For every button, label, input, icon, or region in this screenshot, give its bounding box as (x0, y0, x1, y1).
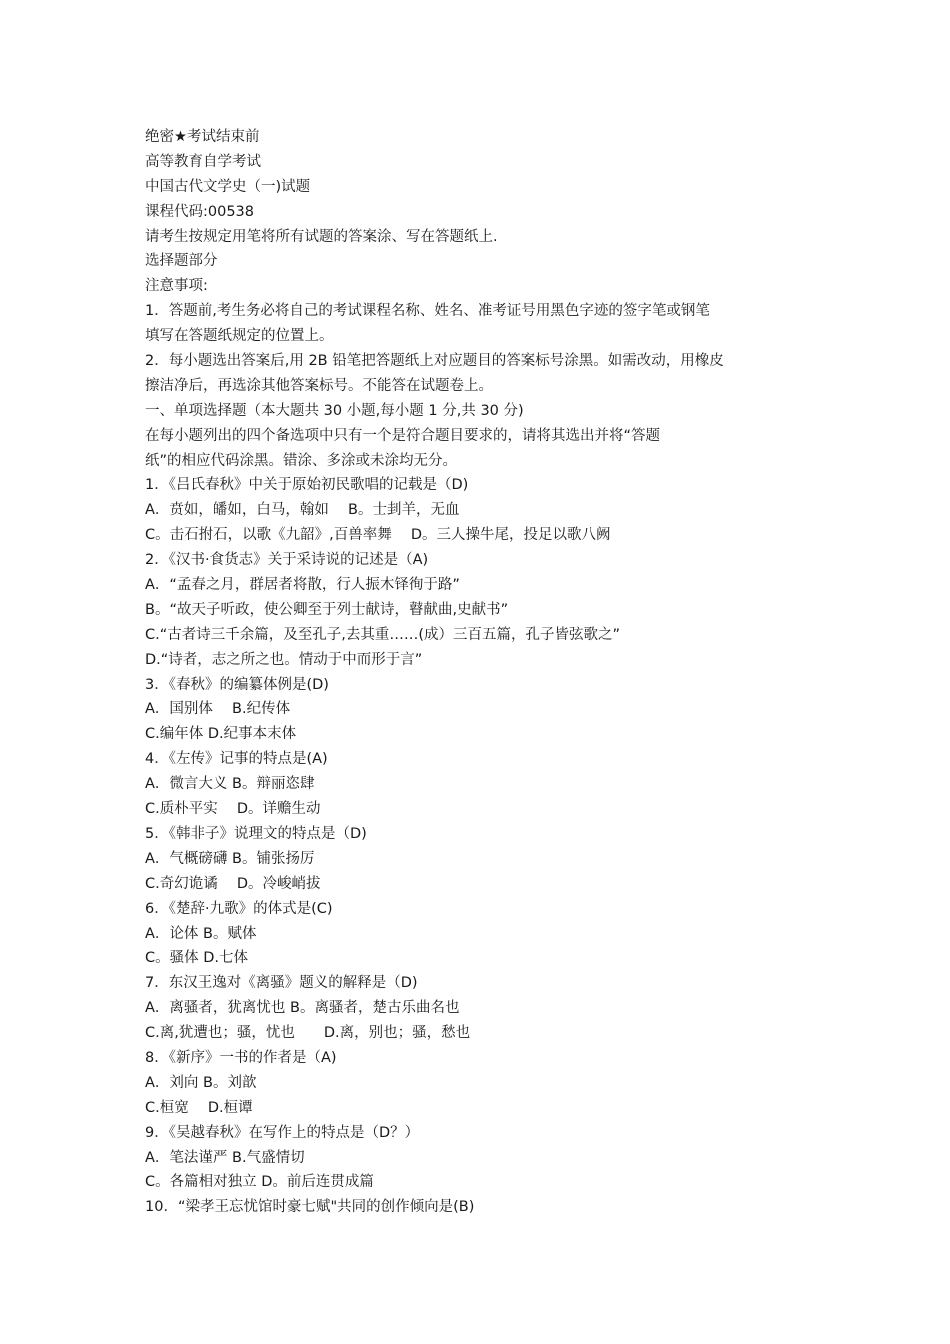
question-1-options-ab: A．贲如，皤如，白马，翰如 B。士刲羊，无血 (145, 502, 460, 519)
note-1-line-1: 1．答题前,考生务必将自己的考试课程名称、姓名、准考证号用黑色字迹的签字笔或钢笔 (145, 303, 710, 320)
secret-mark: 绝密★考试结束前 (145, 129, 260, 145)
section-heading: 选择题部分 (145, 253, 218, 270)
question-10: 10．“梁孝王忘忧馆时豪七赋"共同的创作倾向是(B) (145, 1199, 475, 1216)
question-9-options-ab: A．笔法谨严 B.气盛情切 (145, 1149, 305, 1166)
question-1-options-cd: C。击石拊石，以歌《九韶》,百兽率舞 D。三人操牛尾，投足以歌八阙 (145, 527, 611, 544)
question-3: 3．《春秋》的编纂体例是(D) (145, 676, 329, 693)
question-8: 8．《新序》一书的作者是（A) (145, 1049, 337, 1066)
question-9: 9．《吴越春秋》在写作上的特点是（D？） (145, 1124, 420, 1141)
part-one-heading: 一、单项选择题（本大题共 30 小题,每小题 1 分,共 30 分) (145, 402, 524, 419)
question-5: 5．《韩非子》说理文的特点是（D) (145, 825, 367, 842)
question-5-options-ab: A．气概磅礴 B。铺张扬厉 (145, 850, 315, 867)
question-7: 7．东汉王逸对《离骚》题义的解释是（D) (145, 975, 418, 992)
exam-title: 中国古代文学史（一)试题 (145, 178, 311, 195)
question-9-options-cd: C。各篇相对独立 D。前后连贯成篇 (145, 1174, 374, 1191)
note-2-line-2: 擦洁净后，再选涂其他答案标号。不能答在试题卷上。 (145, 377, 493, 394)
question-2-option-d: D.“诗者，志之所之也。情动于中而形于言” (145, 651, 423, 668)
note-1-line-2: 填写在答题纸规定的位置上。 (145, 328, 334, 345)
question-2: 2．《汉书·食货志》关于采诗说的记述是（A) (145, 552, 429, 569)
question-3-options-ab: A．国别体 B.纪传体 (145, 701, 291, 718)
course-code: 课程代码:00538 (145, 203, 255, 220)
question-6-options-ab: A．论体 B。赋体 (145, 925, 257, 942)
question-6-options-cd: C。骚体 D.七体 (145, 950, 249, 967)
instruction: 请考生按规定用笔将所有试题的答案涂、写在答题纸上. (145, 228, 498, 245)
question-5-options-cd: C.奇幻诡谲 D。冷峻峭拔 (145, 875, 321, 892)
document-body (145, 125, 815, 1220)
notes-heading: 注意事项: (145, 278, 208, 295)
question-6: 6．《楚辞·九歌》的体式是(C) (145, 900, 333, 917)
question-7-options-cd: C.离,犹遭也；骚，忧也 D.离，别也；骚，愁也 (145, 1025, 471, 1042)
note-2-line-1: 2．每小题选出答案后,用 2B 铅笔把答题纸上对应题目的答案标号涂黑。如需改动，用橡皮 (145, 353, 724, 370)
part-one-instruction-1: 在每小题列出的四个备选项中只有一个是符合题目要求的，请将其选出并将“答题 (145, 427, 661, 444)
question-7-options-ab: A．离骚者，犹离忧也 B。离骚者，楚古乐曲名也 (145, 1000, 460, 1017)
exam-type: 高等教育自学考试 (145, 153, 261, 170)
question-1: 1．《吕氏春秋》中关于原始初民歌唱的记载是（D) (145, 477, 469, 494)
question-2-option-c: C.“古者诗三千余篇，及至孔子,去其重……(成）三百五篇，孔子皆弦歌之” (145, 626, 621, 643)
question-4-options-ab: A．微言大义 B。辩丽恣肆 (145, 776, 315, 793)
question-2-option-a: A．“孟春之月，群居者将散，行人振木铎徇于路” (145, 577, 460, 594)
question-8-options-cd: C.桓宽 D.桓谭 (145, 1099, 253, 1116)
question-8-options-ab: A．刘向 B。刘歆 (145, 1074, 257, 1091)
question-3-options-cd: C.编年体 D.纪事本末体 (145, 726, 297, 743)
question-4: 4．《左传》记事的特点是(A) (145, 751, 328, 768)
part-one-instruction-2: 纸”的相应代码涂黑。错涂、多涂或未涂均无分。 (145, 452, 458, 469)
question-2-option-b: B。“故天子听政，使公卿至于列士献诗，瞽献曲,史献书” (145, 601, 509, 618)
question-4-options-cd: C.质朴平实 D。详赡生动 (145, 801, 321, 818)
